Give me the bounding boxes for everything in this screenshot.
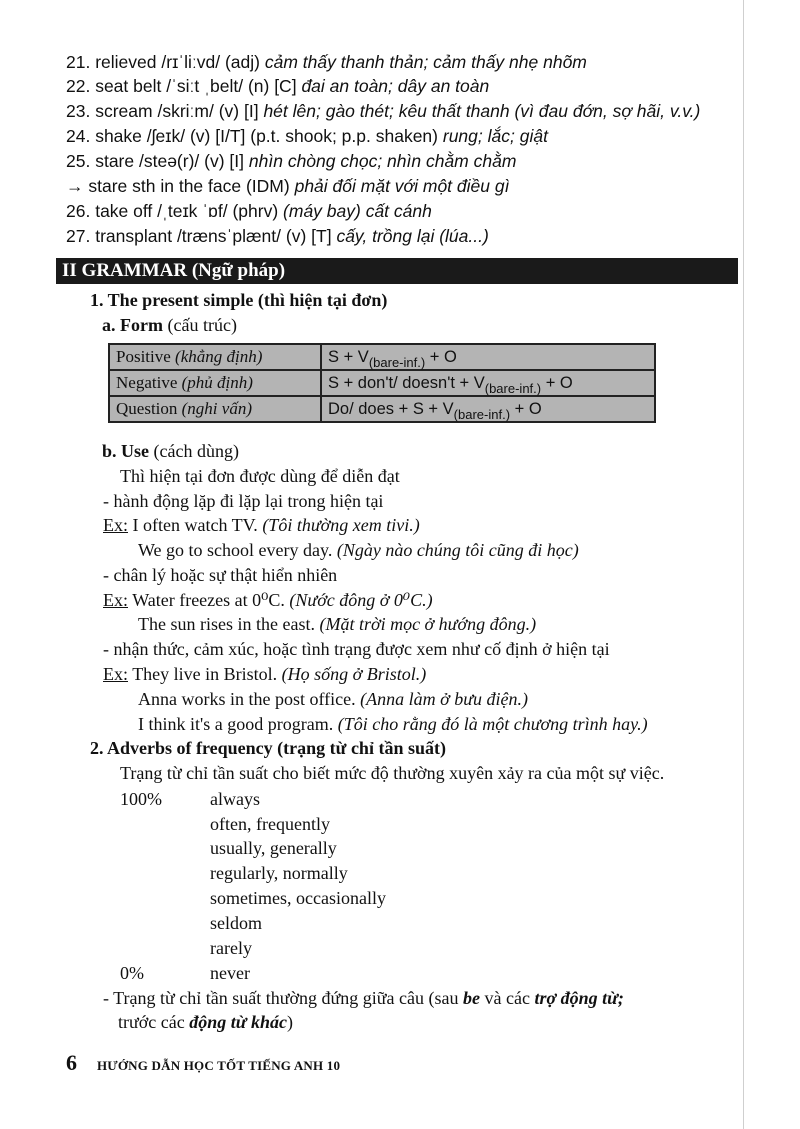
form-table <box>108 343 656 423</box>
vocab-item: 25. stare /steə(r)/ (v) [I] nhìn chòng chọc; nhìn chằm chằm <box>66 151 517 171</box>
adverbs-intro: Trạng từ chỉ tần suất cho biết mức độ thường xuyên xảy ra của một sự việc. <box>120 763 665 783</box>
adverb-item: rarely <box>210 938 252 958</box>
adverb-item: always <box>210 789 260 809</box>
vocab-item: 23. scream /skriːm/ (v) [I] hét lên; gào thét; kêu thất thanh (vì đau đớn, sợ hãi, v.v.) <box>66 101 701 121</box>
vocab-item: 22. seat belt /ˈsiːt ˌbelt/ (n) [C] đai an toàn; dây an toàn <box>66 76 490 96</box>
use-point: - nhận thức, cảm xúc, hoặc tình trạng được xem như cố định ở hiện tại <box>103 639 610 659</box>
form-heading: a. Form (cấu trúc) <box>102 315 237 335</box>
table-cell-type: Negative (phủ định) <box>109 370 321 396</box>
adverb-item: often, frequently <box>210 814 330 834</box>
table-cell-formula: S + don't/ doesn't + $V_{(bare-inf.)} + O$ <box>321 370 655 396</box>
table-cell-formula: Do/ does + $S + V_{(bare-inf.)} + O$ <box>321 396 655 422</box>
page-number: 6 <box>66 1050 77 1075</box>
table-cell-type: Positive (khẳng định) <box>109 344 321 370</box>
use-point: - chân lý hoặc sự thật hiển nhiên <box>103 565 338 585</box>
table-cell-formula: $S + V_{(bare-inf.)} + O$ <box>321 344 655 370</box>
subsection-heading: 2. Adverbs of frequency (trạng từ chỉ tần suất) <box>90 738 446 758</box>
percent-label: 0% <box>120 963 144 983</box>
vocab-item: 24. shake /ʃeɪk/ (v) [I/T] (p.t. shook; p.p. shaken) rung; lắc; giật <box>66 126 548 146</box>
adverbs-note: - Trạng từ chỉ tần suất thường đứng giữa câu (sau be và các trợ động từ; <box>103 988 624 1008</box>
example-line: Ex: They live in Bristol. (Họ sống ở Bristol.) <box>103 664 427 684</box>
vocab-idiom: → stare sth in the face (IDM) phải đối mặt với một điều gì <box>66 176 510 196</box>
adverb-item: sometimes, occasionally <box>210 888 386 908</box>
table-row <box>109 344 655 370</box>
vocab-item: 26. take off /ˌteɪk ˈɒf/ (phrv) (máy bay) cất cánh <box>66 201 432 221</box>
subsection-heading: 1. The present simple (thì hiện tại đơn) <box>90 290 388 310</box>
table-row <box>109 370 655 396</box>
example-line: We go to school every day. (Ngày nào chúng tôi cũng đi học) <box>138 540 579 560</box>
use-intro: Thì hiện tại đơn được dùng để diễn đạt <box>120 466 400 486</box>
table-cell-type: Question (nghi vấn) <box>109 396 321 422</box>
use-point: - hành động lặp đi lặp lại trong hiện tại <box>103 491 384 511</box>
adverb-item: never <box>210 963 250 983</box>
example-line: I think it's a good program. (Tôi cho rằng đó là một chương trình hay.) <box>138 714 648 734</box>
vocab-item: 27. transplant /trænsˈplænt/ (v) [T] cấy, trồng lại (lúa...) <box>66 226 489 246</box>
adverbs-note-cont: trước các động từ khác) <box>118 1012 294 1032</box>
example-line: Ex: I often watch TV. (Tôi thường xem tivi.) <box>103 515 420 535</box>
example-line: The sun rises in the east. (Mặt trời mọc ở hướng đông.) <box>138 614 537 634</box>
page-edge-rule <box>743 0 744 1129</box>
adverb-item: usually, generally <box>210 838 337 858</box>
percent-label: 100% <box>120 789 162 809</box>
page-footer <box>66 1050 340 1076</box>
book-title: HƯỚNG DẪN HỌC TỐT TIẾNG ANH 10 <box>97 1058 341 1073</box>
adverb-item: seldom <box>210 913 262 933</box>
adverb-item: regularly, normally <box>210 863 348 883</box>
use-heading: b. Use (cách dùng) <box>102 441 239 461</box>
example-line: Ex: Water freezes at 0⁰C. (Nước đông ở 0⁰C.) <box>103 590 433 610</box>
table-row <box>109 396 655 422</box>
section-header: II GRAMMAR (Ngữ pháp) <box>56 258 738 284</box>
vocab-item: 21. relieved /rɪˈliːvd/ (adj) cảm thấy thanh thản; cảm thấy nhẹ nhõm <box>66 52 587 72</box>
example-line: Anna works in the post office. (Anna làm ở bưu điện.) <box>138 689 529 709</box>
